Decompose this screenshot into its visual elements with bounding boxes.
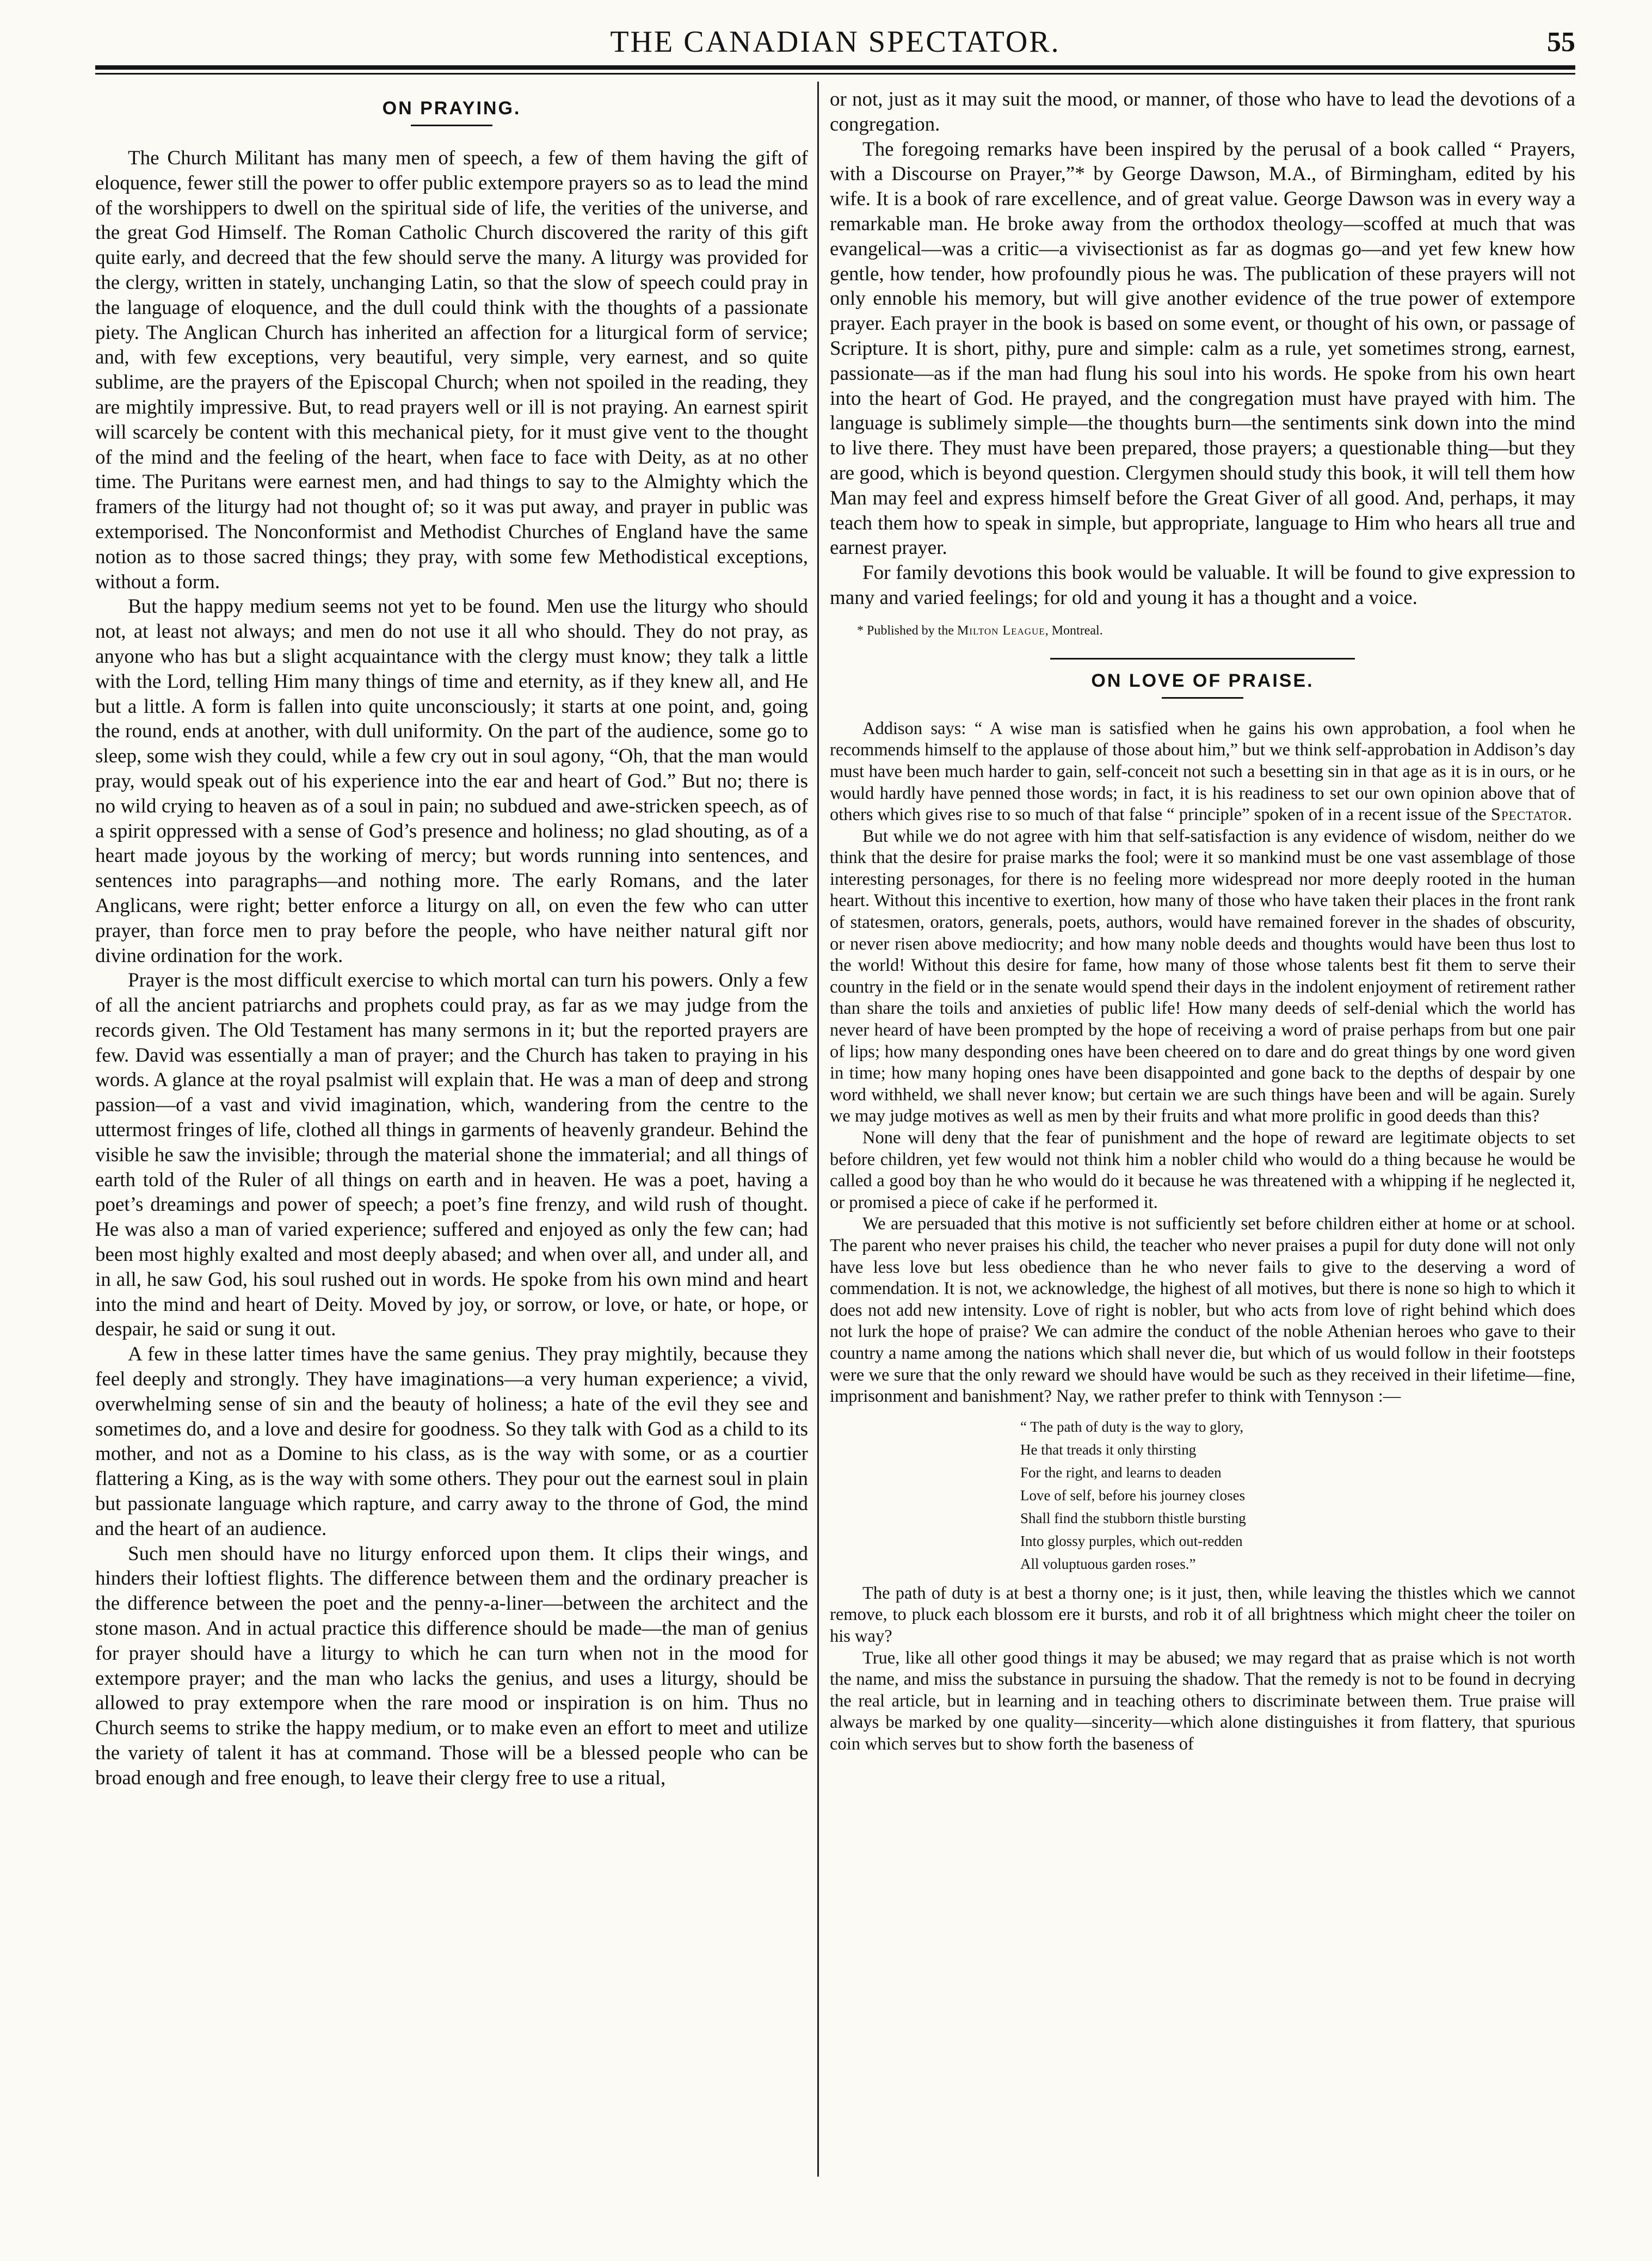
praying-continuation: [830, 87, 1575, 611]
masthead: [95, 22, 1575, 63]
poem-line: He that treads it only thirsting: [1020, 1441, 1197, 1458]
paragraph: The path of duty is at best a thorny one; is it just, then, while leaving the thistles which we cannot remove, to pluck each blossom ere it bursts, and rob it of all brightness which might cheer the toiler on his way?: [830, 1583, 1575, 1646]
right-column: [830, 87, 1575, 2188]
paragraph: The Church Militant has many men of speech, a few of them having the gift of eloquence, fewer still the power to offer public extempore prayers so as to lead the mind of the worshippers to dwell on the spiritual side of life, the verities of the universe, and the great God Himself. The Roman Catholic Church discovered the rarity of this gift quite early, and decreed that the few should serve the many. A liturgy was provided for the clergy, written in stately, unchanging Latin, so that the slow of speech could pray in the language of eloquence, and the dull could think with the thoughts of a passionate piety. The Anglican Church has inherited an affection for a liturgical form of service; and, with few exceptions, very beautiful, very simple, very earnest, and so quite sublime, are the prayers of the Episcopal Church; when not spoiled in the reading, they are mightily impressive. But, to read prayers well or ill is not praying. An earnest spirit will scarcely be content with this mechanical piety, for it must give vent to the thought of the mind and the feeling of the heart, when face to face with Deity, as at no other time. The Puritans were earnest men, and had things to say to the Almighty which the framers of the liturgy had not thought of; so it was put away, and prayer in public was extemporised. The Nonconformist and Methodist Churches of England have the same notion as to those sacred things; they pray, with some few Methodistical exceptions, without a form.: [95, 147, 808, 593]
title-underline: [1162, 697, 1243, 699]
publication-title: THE CANADIAN SPECTATOR.: [610, 25, 1061, 59]
footnote: [857, 624, 1575, 638]
paragraph: But while we do not agree with him that self-satisfaction is any evidence of wisdom, neither do we think that the desire for praise marks the fool; were it so mankind must be one vast assemblage of those interesting personages, for there is no feeling more widespread nor more deeply rooted in the human heart. Without this incentive to exertion, how many of those who have taken their places in the front rank of statesmen, orators, generals, poets, authors, would have remained forever in the shades of obscurity, or never risen above mediocrity; and how many noble deeds and thoughts would have been thus lost to the world! Without this desire for fame, how many of those whose talents best fit them to serve their country in the field or in the senate would spend their days in the indolent enjoyment of retirement rather than share the toils and anxieties of public life! How many deeds of self-denial which the world has never heard of have been prompted by the hope of receiving a word of praise perhaps from but one pair of lips; how many desponding ones have been cheered on to dare and do great things by one word given in time; how many hoping ones have been disappointed and gone back to the depths of despair by one word withheld, we shall never know; but certain we are such things have been and will be again. Surely we may judge motives as well as men by their fruits and what more prolific in good deeds than this?: [830, 826, 1575, 1126]
praise-text: Addison says: “ A wise man is satisfied when he gains his own approbation, a fool when he recommends himself to the applause of those about him,” but we think self-approbation in Addison’s day must have been much harder to gain, self-conceit not such a besetting sin in that age as it is in ours, or he would hardly have penned those words; in fact, it is his readiness to set our own opinion above that of others which gives rise to so much of that false “ principle” spoken of in a recent issue of the: [830, 718, 1575, 825]
paragraph: For family devotions this book would be valuable. It will be found to give expression to many and varied feelings; for old and young it has a thought and a voice.: [830, 562, 1575, 609]
paragraph: We are persuaded that this motive is not sufficiently set before children either at home or at school. The parent who never praises his child, the teacher who never praises a pupil for duty done will not only have less love but less obedience than he who never fails to give to the deserving a word of commendation. It is not, we acknowledge, the highest of all motives, but there is none so high to which it does not add new intensity. Love of right is nobler, but who acts from love of right behind which does not lurk the hope of praise? We can admire the conduct of the noble Athenian heroes who gave to their country a name among the nations which shall never die, but which of us would follow in their footsteps were we sure that the only reward we should have would be such as they received in their lifetime—fine, imprisonment and banishment? Nay, we rather prefer to think with Tennyson :—: [830, 1214, 1575, 1407]
poem-line: For the right, and learns to deaden: [1020, 1464, 1222, 1481]
footnote-suffix: , Montreal.: [1045, 623, 1103, 638]
paragraph: A few in these latter times have the same genius. They pray mightily, because they feel deeply and strongly. They have imaginations—a very human experience; a vivid, overwhelming sense of sin and the beauty of holiness; a hate of the evil they see and sometimes do, and a love and desire for goodness. So they talk with God as a child to its mother, and not as a Domine to his class, as is the way with some, or as a courtier flattering a King, as is the way with some others. They pour out the earnest soul in plain but passionate language which rapture, and carry away to the throne of God, the mind and the heart of an audience.: [95, 1343, 808, 1540]
poem-line: “ The path of duty is the way to glory,: [1020, 1418, 1244, 1435]
paragraph: But the happy medium seems not yet to be found. Men use the liturgy who should not, at least not always; and men do not use it all who should. They do not pray, as anyone who has but a slight acquaintance with the clergy must know; they talk a little with the Lord, telling Him many things of time and eternity, as if they knew all, and He but a little. A form is fallen into quite unconsciously; it starts at one point, and, going the round, ends at another, with dull uniformity. On the part of the audience, some go to sleep, some wish they could, while a few cry out in soul agony, “Oh, that the man would pray, would speak out of his experience into the ear and heart of God.” But no; there is no wild crying to heaven as of a soul in pain; no subdued and awe-stricken speech, as of a spirit oppressed with a sense of God’s presence and holiness; no glad shouting, as of a heart made joyous by the working of mercy; but words running into sentences, and sentences into paragraphs—and nothing more. The early Romans, and the later Anglicans, were right; better enforce a liturgy on all, on even the few who can utter prayer, than force men to pray before the people, who have neither natural gift nor divine ordination for the work.: [95, 595, 808, 967]
footnote-prefix: * Published by the: [857, 623, 954, 638]
column-divider: [817, 82, 819, 2177]
praise-article-body: [830, 718, 1575, 1755]
poem-line: Love of self, before his journey closes: [1020, 1487, 1246, 1504]
journal-name: Spectator: [1490, 805, 1568, 825]
poem-line: Shall find the stubborn thistle bursting: [1020, 1510, 1246, 1526]
section-divider: [1050, 658, 1355, 660]
tennyson-poem: [1020, 1415, 1575, 1575]
article-title-on-love-of-praise: ON LOVE OF PRAISE.: [1091, 670, 1314, 691]
paragraph: True, like all other good things it may be abused; we may regard that as praise which is not worth the name, and miss the substance in pursuing the shadow. That the remedy is not to be found in decrying the real article, but in learning and in teaching others to discriminate between them. True praise will always be marked by one quality—sincerity—which alone distinguishes it from flattery, that spurious coin which serves but to show forth the baseness of: [830, 1648, 1575, 1754]
paragraph: Prayer is the most difficult exercise to which mortal can turn his powers. Only a few of all the ancient patriarchs and prophets could pray, as far as we may judge from the records given. The Old Testament has many sermons in it; but the reported prayers are few. David was essentially a man of prayer; and the Church has taken to praying in his words. A glance at the royal psalmist will explain that. He was a man of deep and strong passion—of a vast and vivid imagination, which, wandering from the centre to the uttermost fringes of life, clothed all things in garments of heavenly grandeur. Behind the visible he saw the invisible; through the material shone the immaterial; and all things of earth told of the Ruler of all things on earth and in heaven. He was a poet, having a poet’s dreamings and power of speech; a poet’s fine frenzy, and wild rush of thought. He was also a man of varied experience; suffered and enjoyed as only the few can; had been most highly exalted and most deeply abased; and when over all, and under all, and in all, he saw God, his soul rushed out in words. He spoke from his own mind and heart into the mind and heart of Deity. Moved by joy, or sorrow, or love, or hate, or hope, or despair, he said or sung it out.: [95, 969, 808, 1341]
paragraph: None will deny that the fear of punishment and the hope of reward are legitimate objects to set before children, yet few would not think him a nobler child who would do a thing because he would be called a good boy than he who would do it because he was threatened with a whipping if he neglected it, or promised a piece of cake if he performed it.: [830, 1128, 1575, 1212]
paragraph: Such men should have no liturgy enforced upon them. It clips their wings, and hinders their loftiest flights. The difference between them and the ordinary preacher is the difference between the poet and the penny-a-liner—between the architect and the stone mason. And in actual practice this difference should be made—the man of genius for prayer should have a liturgy to which he can turn when not in the mood for extempore prayer; and the man who lacks the genius, and uses a liturgy, should be allowed to pray extempore when the rare mood or inspiration is on him. Thus no Church seems to strike the happy medium, or to make even an effort to meet and utilize the variety of talent it has at command. Those will be a blessed people who can be broad enough and free enough, to leave their clergy free to use a ritual,: [95, 1542, 808, 1789]
page-number: 55: [1547, 27, 1575, 58]
praise-text-end: .: [1567, 805, 1573, 825]
header-rule-thick: [95, 65, 1575, 70]
poem-line: All voluptuous garden roses.”: [1020, 1555, 1196, 1572]
article-title-on-praying: ON PRAYING.: [382, 98, 521, 119]
paragraph: [830, 718, 1575, 826]
left-column: [95, 87, 808, 2188]
footnote-publisher: Milton League: [957, 623, 1045, 638]
poem-line: Into glossy purples, which out-redden: [1020, 1532, 1243, 1549]
header-rule-thin: [95, 73, 1575, 75]
title-underline: [411, 125, 492, 126]
paragraph: or not, just as it may suit the mood, or manner, of those who have to lead the devotions of a congregation.: [830, 88, 1575, 135]
paragraph: The foregoing remarks have been inspired by the perusal of a book called “ Prayers, with a Discourse on Prayer,”* by George Dawson, M.A., of Birmingham, edited by his wife. It is a book of rare excellence, and of great value. George Dawson was in every way a remarkable man. He broke away from the orthodox theology—scoffed at much that was evangelical—was a critic—a vivisectionist as far as dogmas go—and yet few knew how gentle, how tender, how profoundly pious he was. The publication of these prayers will not only ennoble his memory, but will give another evidence of the true power of extempore prayer. Each prayer in the book is based on some event, or thought of his own, or passage of Scripture. It is short, pithy, pure and simple: calm as a rule, yet sometimes strong, earnest, passionate—as if the man had flung his soul into his words. He spoke from his own heart into the heart of God. He prayed, and the congregation must have prayed with him. The language is sublimely simple—the thoughts burn—the sentiments sink down into the mind to live there. They must have been prepared, those prayers; a questionable thing—but they are good, which is beyond question. Clergymen should study this book, it will tell them how Man may feel and express himself before the Great Giver of all good. And, perhaps, it may teach them how to speak in simple, but appropriate, language to Him who hears all true and earnest prayer.: [830, 138, 1575, 559]
